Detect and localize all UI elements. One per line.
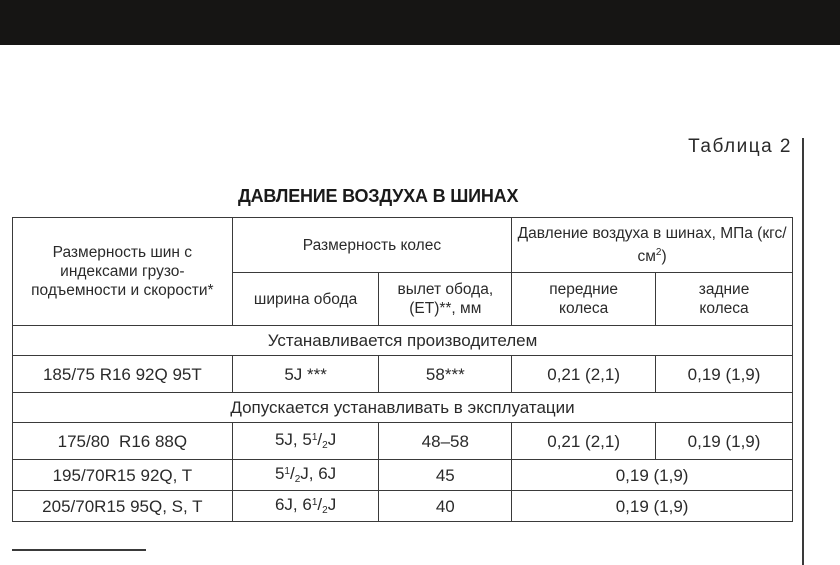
page-margin-rule — [802, 138, 804, 565]
cell-rear: 0,19 (1,9) — [656, 423, 793, 460]
cell-offset: 48–58 — [379, 423, 512, 460]
cell-rim-width: $5^1/_2J$, 6J — [232, 460, 379, 491]
cell-rim-width: 5J *** — [232, 356, 379, 393]
cell-offset: 45 — [379, 460, 512, 491]
table-row — [13, 491, 793, 522]
table-title: ДАВЛЕНИЕ ВОЗДУХА В ШИНАХ — [238, 186, 519, 206]
cell-front: 0,21 (2,1) — [512, 356, 656, 393]
table-number-label: Таблица 2 — [688, 136, 792, 157]
footnote-separator — [12, 549, 146, 551]
cell-offset: 58*** — [379, 356, 512, 393]
header-rear-wheels: задние колеса — [656, 273, 793, 326]
cell-offset: 40 — [379, 491, 512, 522]
header-tire-size: Размерность шин с индексами грузо-подъемности и скорости* — [13, 218, 233, 326]
cell-tire: 205/70R15 95Q, S, T — [13, 491, 233, 522]
cell-rim-width: 5J, $5^1/_2J$ — [232, 423, 379, 460]
cell-pressure-both: 0,19 (1,9) — [512, 491, 793, 522]
cell-pressure-both: 0,19 (1,9) — [512, 460, 793, 491]
header-rim-offset: вылет обода, (ЕТ)**, мм — [379, 273, 512, 326]
section-allowed: Допускается устанавливать в эксплуатации — [13, 393, 793, 423]
cell-tire: 185/75 R16 92Q 95T — [13, 356, 233, 393]
header-front-wheels: передние колеса — [512, 273, 656, 326]
table-row — [13, 356, 793, 393]
tire-pressure-table — [12, 217, 793, 522]
cell-rim-width: 6J, $6^1/_2J$ — [232, 491, 379, 522]
section-factory: Устанавливается производителем — [13, 326, 793, 356]
cell-tire: 175/80 R16 88Q — [13, 423, 233, 460]
header-wheel-size: Размерность колес — [232, 218, 511, 273]
header-rim-width: ширина обода — [232, 273, 379, 326]
header-pressure: Давление воздуха в шинах, МПа $(кгс/см^2)$ — [512, 218, 793, 273]
table-row — [13, 460, 793, 491]
cell-front: 0,21 (2,1) — [512, 423, 656, 460]
top-dark-bar — [0, 0, 840, 45]
cell-tire: 195/70R15 92Q, T — [13, 460, 233, 491]
table-row — [13, 423, 793, 460]
cell-rear: 0,19 (1,9) — [656, 356, 793, 393]
